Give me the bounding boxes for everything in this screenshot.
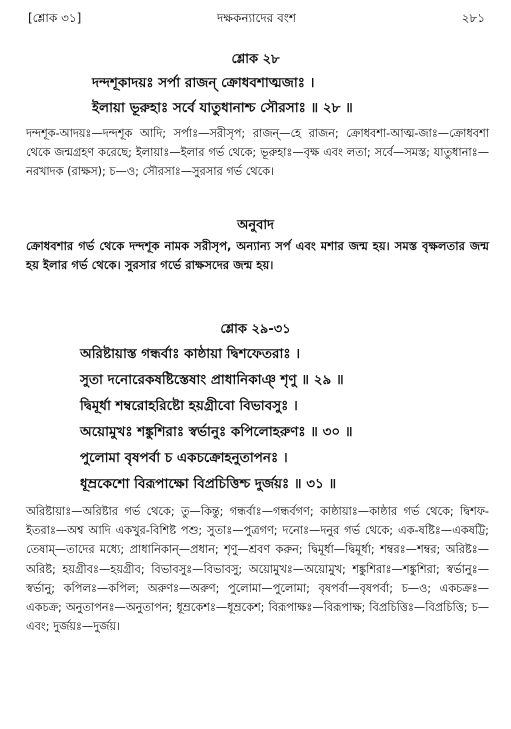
verse-title-29-31: শ্লোক ২৯-৩১ <box>220 322 291 337</box>
verse-29-line-2: সুতা দনোরেকষষ্টিস্তেষাং প্রাধানিকাঞ্ শৃণু ॥ ২৯ ॥ <box>80 372 344 388</box>
verse-title-28: শ্লোক ২৮ <box>231 52 280 67</box>
verse-30-line-1: দ্বিমূর্ধা শম্বরোহরিষ্টো হয়গ্রীবো বিভাবসুঃ । <box>80 398 298 414</box>
header-page-number: ২৮১ <box>461 11 485 25</box>
word-meanings-29-31: অরিষ্টায়াঃ—অরিষ্টার গর্ভ থেকে; তু—কিন্তু; গন্ধর্বাঃ—গন্ধর্বগণ; কাষ্ঠায়াঃ—কাষ্ঠার গর্ভ থেকে; দ্বিশফ-ইতরাঃ—অশ্ব আদি একখুর-বিশিষ্ট পশু; সুতাঃ—পুত্রগণ; দনোঃ—দনুর গর্ভ থেকে; এক-ষষ্টিঃ—একষট্টি; তেষাম্—তাদের মধ্যে; প্রাধানিকান্—প্রধান; শৃণু—শ্রবণ করুন; দ্বিমূর্ধা—দ্বিমূর্ধা; শম্বরঃ—শম্বর; অরিষ্টঃ—অরিষ্ট; হয়গ্রীবঃ—হয়গ্রীব; বিভাবসুঃ—বিভাবসু; অয়োমুখঃ—অয়োমুখ; শঙ্কুশিরাঃ—শঙ্কুশিরা; স্বর্ভানুঃ—স্বর্ভানু; কপিলঃ—কপিল; অরুণঃ—অরুণ; পুলোমা—পুলোমা; বৃষপর্বা—বৃষপর্বা; চ—ও; একচক্রঃ—একচক্র; অনুতাপনঃ—অনুতাপন; ধূম্রকেশঃ—ধূম্রকেশ; বিরূপাক্ষঃ—বিরূপাক্ষ; বিপ্রচিত্তিঃ—বিপ্রচিত্তি; চ—এবং; দুর্জয়ঃ—দুর্জয়। <box>26 505 489 634</box>
header-verse-ref: [শ্লোক ৩১] <box>28 11 82 25</box>
translation-title: অনুবাদ <box>237 218 274 233</box>
running-header <box>28 6 485 28</box>
verse-29-line-1: অরিষ্টায়াস্ত গন্ধর্বাঃ কাষ্ঠায়া দ্বিশফেতরাঃ । <box>80 346 301 362</box>
verse-28-line-2: ইলায়া ভূরুহাঃ সর্বে যাতুধানাশ্চ সৌরসাঃ ॥ ২৮ ॥ <box>92 100 353 116</box>
header-chapter-title: দক্ষকন্যাদের বংশ <box>216 11 297 25</box>
verse-30-line-2: অয়োমুখঃ শঙ্কুশিরাঃ স্বর্ভানুঃ কপিলোহরুণঃ ॥ ৩০ ॥ <box>80 424 353 440</box>
verse-28-line-1: দন্দশূকাদয়ঃ সর্পা রাজন্ ক্রোধবশাত্মজাঃ । <box>92 75 315 91</box>
word-meanings-28: দন্দশূক-আদয়ঃ—দন্দশূক আদি; সর্পাঃ—সরীসৃপ; রাজন্—হে রাজন; ক্রোধবশা-আত্ম-জাঃ—ক্রোধবশা থেকে জন্মগ্রহণ করেছে; ইলায়াঃ—ইলার গর্ভ থেকে; ভূরুহাঃ—বৃক্ষ এবং লতা; সর্বে—সমস্ত; যাতুধানাঃ—নরখাদক (রাক্ষস); চ—ও; সৌরসাঃ—সুরসার গর্ভ থেকে। <box>26 127 489 179</box>
verse-31-line-1: পুলোমা বৃষপর্বা চ একচক্রোহনুতাপনঃ । <box>80 450 288 466</box>
translation-text: ক্রোধবশার গর্ভ থেকে দন্দশূক নামক সরীসৃপ, অন্যান্য সর্প এবং মশার জন্ম হয়। সমস্ত বৃক্ষলতার জন্ম হয় ইলার গর্ভ থেকে। সুরসার গর্ভে রাক্ষসদের জন্ম হয়। <box>26 239 489 273</box>
verse-31-line-2: ধূম্রকেশো বিরূপাক্ষো বিপ্রচিত্তিশ্চ দুর্জয়ঃ ॥ ৩১ ॥ <box>80 476 337 492</box>
